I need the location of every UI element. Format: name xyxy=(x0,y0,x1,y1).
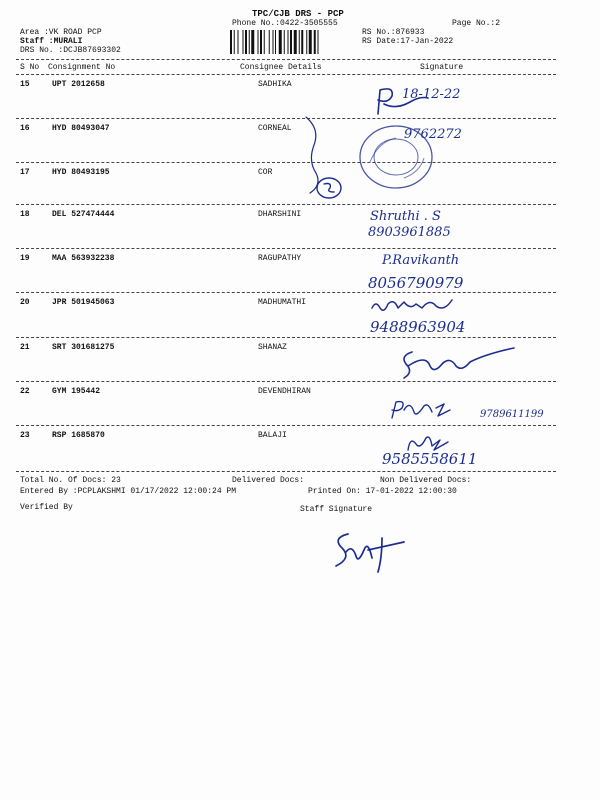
consignee-name-cell: DEVENDHIRAN xyxy=(258,387,311,396)
consignment-number-cell: MAA 563932238 xyxy=(52,254,115,263)
signature-row-21 xyxy=(396,344,516,384)
barcode-bar xyxy=(279,30,282,54)
barcode-bar xyxy=(269,30,270,54)
consignment-number-cell: RSP 1685870 xyxy=(52,431,105,440)
row-divider xyxy=(16,425,556,426)
phone-number: Phone No.:0422-3505555 xyxy=(232,19,338,28)
area-field: Area :VK ROAD PCP xyxy=(20,28,102,37)
sno-cell: 15 xyxy=(20,80,30,89)
barcode xyxy=(228,30,354,54)
divider xyxy=(16,74,556,75)
consignee-name-cell: RAGUPATHY xyxy=(258,254,302,263)
non-delivered-docs: Non Delivered Docs: xyxy=(380,476,472,485)
column-header-consignee: Consignee Details xyxy=(240,63,322,72)
table-row xyxy=(0,254,600,266)
barcode-bar xyxy=(251,30,254,54)
barcode-bar xyxy=(301,30,303,54)
barcode-bar xyxy=(318,30,319,54)
consignee-name-cell: DHARSHINI xyxy=(258,210,302,219)
consignment-number-cell: HYD 80493047 xyxy=(52,124,110,133)
entered-by: Entered By :PCPLAKSHMI 01/17/2022 12:00:24 PM xyxy=(20,487,237,496)
barcode-bar xyxy=(288,30,289,54)
signature-row-22 xyxy=(388,398,458,424)
barcode-bar xyxy=(275,30,276,54)
table-row xyxy=(0,387,600,399)
barcode-bar xyxy=(273,30,274,54)
sno-cell: 20 xyxy=(20,298,30,307)
drs-number: DRS No. :DCJB87693302 xyxy=(20,46,121,55)
column-header-signature: Signature xyxy=(420,63,464,72)
signature-date-row-15: 18-12-22 xyxy=(402,87,461,102)
barcode-bar xyxy=(249,30,250,54)
signature-phone-row-19: 8056790979 xyxy=(368,274,464,292)
consignee-name-cell: SADHIKA xyxy=(258,80,292,89)
staff-signature xyxy=(328,528,408,574)
barcode-bar xyxy=(299,30,300,54)
consignment-number-cell: DEL 527474444 xyxy=(52,210,115,219)
verified-by-label: Verified By xyxy=(20,503,73,512)
table-row xyxy=(0,298,600,310)
barcode-bar xyxy=(306,30,307,54)
consignment-number-cell: HYD 80493195 xyxy=(52,168,110,177)
sno-cell: 22 xyxy=(20,387,30,396)
consignment-number-cell: GYM 195442 xyxy=(52,387,101,396)
signature-phone-row-20: 9488963904 xyxy=(370,318,466,336)
consignee-name-cell: MADHUMATHI xyxy=(258,298,307,307)
barcode-bar xyxy=(290,30,292,54)
page-number: Page No.:2 xyxy=(452,19,501,28)
barcode-bar xyxy=(264,30,265,54)
row-divider xyxy=(16,162,556,163)
barcode-bar xyxy=(258,30,259,54)
barcode-bar xyxy=(230,30,232,54)
barcode-bar xyxy=(234,30,235,54)
initials-row-17 xyxy=(314,176,344,200)
barcode-bar xyxy=(245,30,247,54)
consignee-name-cell: CORNEAL xyxy=(258,124,292,133)
column-header-sno: S No xyxy=(20,63,40,72)
sno-cell: 18 xyxy=(20,210,30,219)
barcode-bar xyxy=(284,30,285,54)
barcode-bar xyxy=(309,30,312,54)
row-divider xyxy=(16,248,556,249)
barcode-bar xyxy=(238,30,239,54)
sno-cell: 19 xyxy=(20,254,30,263)
signature-phone-row-18: 8903961885 xyxy=(368,225,451,240)
signature-phone-row-22: 9789611199 xyxy=(480,409,544,420)
table-row xyxy=(0,80,600,92)
document-title: TPC/CJB DRS - PCP xyxy=(252,9,344,19)
column-header-consignment: Consignment No xyxy=(48,63,116,72)
sno-cell: 17 xyxy=(20,168,30,177)
row-divider xyxy=(16,118,556,119)
row-divider xyxy=(16,204,556,205)
signature-name-row-19: P.Ravikanth xyxy=(382,253,460,268)
table-row xyxy=(0,210,600,222)
divider xyxy=(16,471,556,472)
barcode-bar xyxy=(294,30,297,54)
barcode-bar xyxy=(260,30,262,54)
consignee-name-cell: COR xyxy=(258,168,273,177)
total-docs: Total No. Of Docs: 23 xyxy=(20,476,121,485)
printed-on: Printed On: 17-01-2022 12:00:30 xyxy=(308,487,457,496)
consignment-number-cell: UPT 2012658 xyxy=(52,80,105,89)
signature-phone-row-16: 9762272 xyxy=(404,127,462,142)
sno-cell: 16 xyxy=(20,124,30,133)
signature-phone-row-23: 9585558611 xyxy=(382,450,478,468)
delivered-docs: Delivered Docs: xyxy=(232,476,305,485)
consignee-name-cell: BALAJI xyxy=(258,431,287,440)
row-divider xyxy=(16,292,556,293)
staff-signature-label: Staff Signature xyxy=(300,505,373,514)
staff-field: Staff :MURALI xyxy=(20,37,83,46)
consignment-number-cell: JPR 501945063 xyxy=(52,298,115,307)
sno-cell: 21 xyxy=(20,343,30,352)
sno-cell: 23 xyxy=(20,431,30,440)
divider xyxy=(16,59,556,60)
barcode-bar xyxy=(314,30,316,54)
table-row xyxy=(0,431,600,443)
consignment-number-cell: SRT 301681275 xyxy=(52,343,115,352)
row-divider xyxy=(16,337,556,338)
rs-date: RS Date:17-Jan-2022 xyxy=(362,37,454,46)
rs-number: RS No.:876933 xyxy=(362,28,425,37)
signature-name-row-18: Shruthi . S xyxy=(370,209,441,224)
consignee-name-cell: SHANAZ xyxy=(258,343,287,352)
barcode-bar xyxy=(243,30,244,54)
signature-row-20 xyxy=(370,296,470,316)
